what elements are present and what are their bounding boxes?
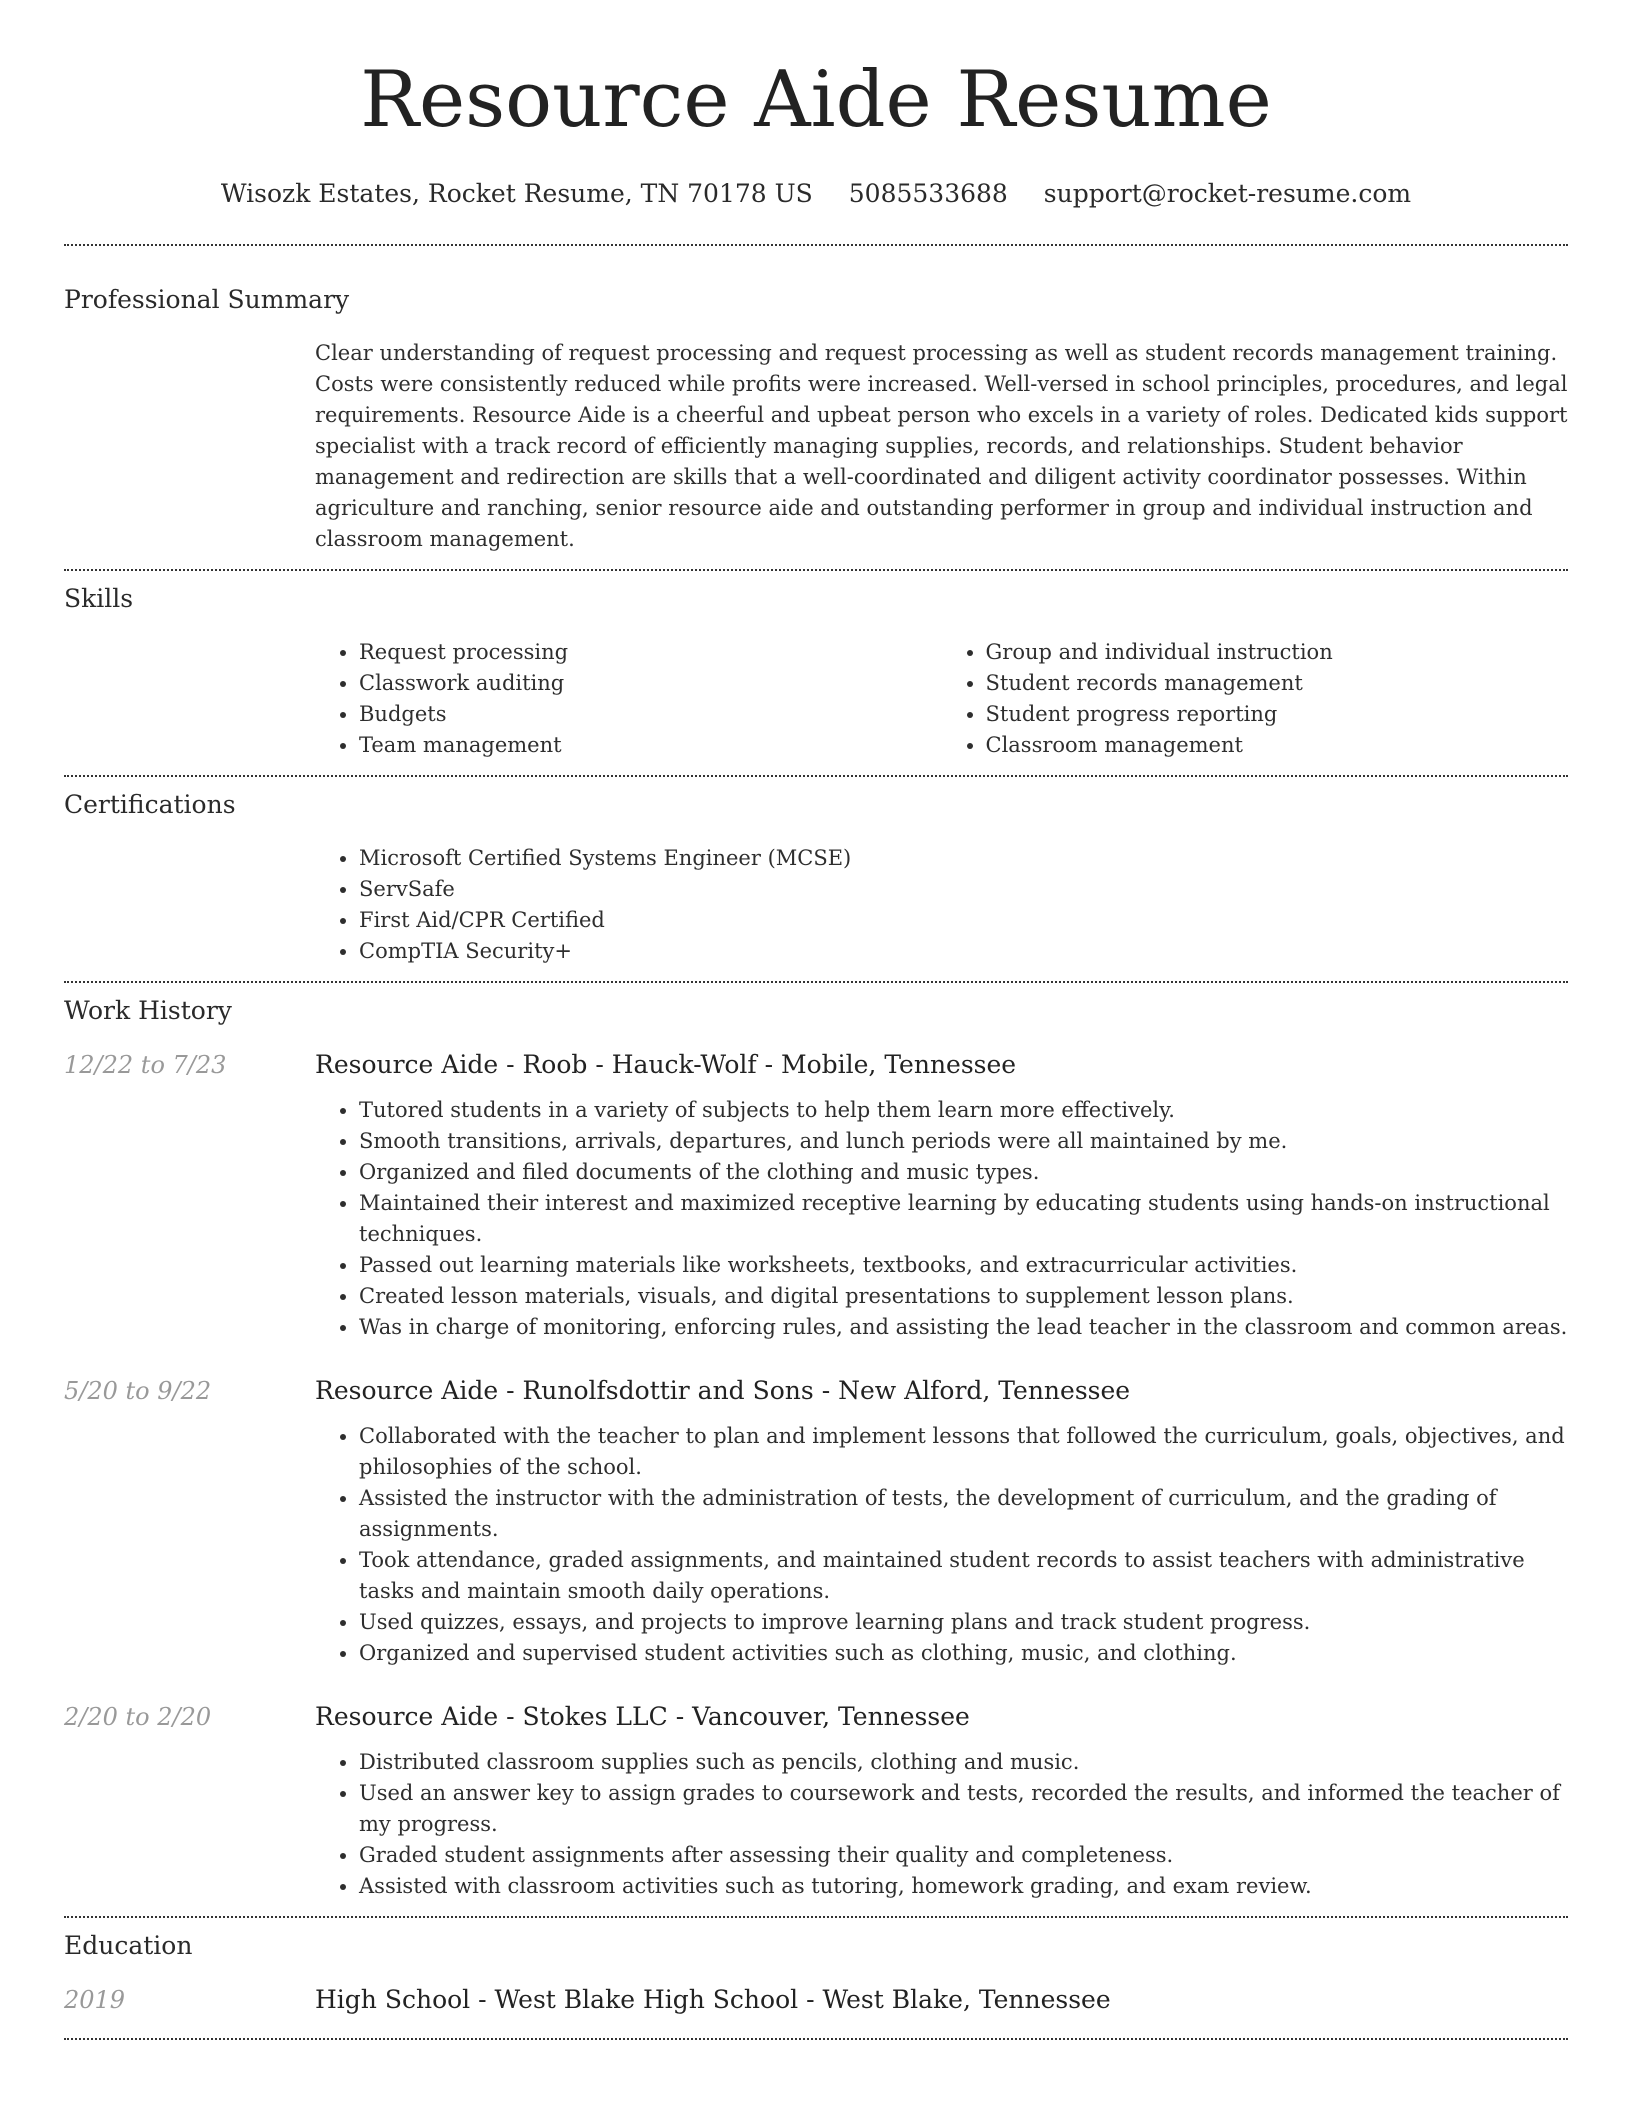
job-bullet: • Assisted with classroom activities such as tutoring, homework grading, and exam review. bbox=[359, 1871, 1568, 1902]
job-bullet: • Used quizzes, essays, and projects to improve learning plans and track student progress. bbox=[359, 1607, 1568, 1638]
job-title: Resource Aide - Roob - Hauck-Wolf - Mobile, Tennessee bbox=[315, 1050, 1017, 1079]
certifications-body bbox=[315, 843, 1568, 967]
education-date: 2019 bbox=[64, 1986, 126, 2014]
skill-item: • Request processing bbox=[359, 637, 942, 668]
skill-item: • Team management bbox=[359, 730, 942, 761]
education-entry bbox=[64, 1984, 1568, 2016]
skill-item: • Student progress reporting bbox=[986, 699, 1569, 730]
skill-item: • Student records management bbox=[986, 668, 1569, 699]
job-bullet: • Maintained their interest and maximized receptive learning by educating students using hands-on instructional techniques. bbox=[359, 1188, 1568, 1250]
job-bullets bbox=[315, 1095, 1568, 1343]
contact-address: Wisozk Estates, Rocket Resume, TN 70178 US bbox=[220, 179, 813, 208]
job-bullet: • Smooth transitions, arrivals, departures, and lunch periods were all maintained by me. bbox=[359, 1126, 1568, 1157]
job-date: 2/20 to 2/20 bbox=[64, 1703, 212, 1731]
job-bullet: • Organized and supervised student activities such as clothing, music, and clothing. bbox=[359, 1638, 1568, 1669]
summary-text: Clear understanding of request processing and request processing as well as student records management training. Costs were consistently reduced while profits were increased. Well-versed in school principles, procedures, and legal requirements. Resource Aide is a cheerful and upbeat person who excels in a variety of roles. Dedicated kids support specialist with a track record of efficiently managing supplies, records, and relationships. Student behavior management and redirection are skills that a well-coordinated and diligent activity coordinator possesses. Within agriculture and ranching, senior resource aide and outstanding performer in group and individual instruction and classroom management. bbox=[315, 341, 1568, 551]
section-skills bbox=[64, 571, 1568, 761]
job-date: 5/20 to 9/22 bbox=[64, 1377, 212, 1405]
section-certifications bbox=[64, 777, 1568, 967]
job-entry bbox=[64, 1701, 1568, 1902]
job-bullet: • Was in charge of monitoring, enforcing rules, and assisting the lead teacher in the classroom and common areas. bbox=[359, 1312, 1568, 1343]
job-bullet: • Passed out learning materials like worksheets, textbooks, and extracurricular activities. bbox=[359, 1250, 1568, 1281]
section-title-work-history: Work History bbox=[64, 996, 232, 1025]
section-title-summary: Professional Summary bbox=[64, 285, 350, 314]
job-bullet: • Assisted the instructor with the administration of tests, the development of curriculum, and the grading of assignments. bbox=[359, 1483, 1568, 1545]
certifications-list bbox=[315, 843, 1568, 967]
job-bullet: • Tutored students in a variety of subjects to help them learn more effectively. bbox=[359, 1095, 1568, 1126]
divider bbox=[64, 2038, 1568, 2040]
certification-item: • First Aid/CPR Certified bbox=[359, 905, 1568, 936]
job-entry bbox=[64, 1375, 1568, 1669]
section-work-history bbox=[64, 983, 1568, 1902]
job-bullet: • Took attendance, graded assignments, and maintained student records to assist teachers with administrative tasks and maintain smooth daily operations. bbox=[359, 1545, 1568, 1607]
section-title-education: Education bbox=[64, 1931, 193, 1960]
jobs-list bbox=[64, 1049, 1568, 1902]
job-bullet: • Distributed classroom supplies such as pencils, clothing and music. bbox=[359, 1747, 1568, 1778]
contact-phone: 5085533688 bbox=[848, 179, 1008, 208]
education-degree: High School - West Blake High School - West Blake, Tennessee bbox=[315, 1985, 1111, 2014]
skills-list-right bbox=[942, 637, 1569, 761]
skills-list-left bbox=[315, 637, 942, 761]
job-bullet: • Used an answer key to assign grades to coursework and tests, recorded the results, and informed the teacher of my progress. bbox=[359, 1778, 1568, 1840]
job-bullet: • Organized and filed documents of the clothing and music types. bbox=[359, 1157, 1568, 1188]
job-bullet: • Created lesson materials, visuals, and digital presentations to supplement lesson plans. bbox=[359, 1281, 1568, 1312]
resume-header bbox=[64, 0, 1568, 210]
section-title-certifications: Certifications bbox=[64, 790, 236, 819]
certification-item: • ServSafe bbox=[359, 874, 1568, 905]
contact-email: support@rocket-resume.com bbox=[1043, 179, 1412, 208]
skill-item: • Group and individual instruction bbox=[986, 637, 1569, 668]
summary-body bbox=[315, 338, 1568, 555]
skill-item: • Budgets bbox=[359, 699, 942, 730]
certification-item: • CompTIA Security+ bbox=[359, 936, 1568, 967]
job-bullet: • Graded student assignments after assessing their quality and completeness. bbox=[359, 1840, 1568, 1871]
section-education bbox=[64, 1918, 1568, 2016]
certification-item: • Microsoft Certified Systems Engineer (MCSE) bbox=[359, 843, 1568, 874]
job-entry bbox=[64, 1049, 1568, 1343]
skills-grid bbox=[315, 637, 1568, 761]
section-summary bbox=[64, 246, 1568, 555]
skill-item: • Classroom management bbox=[986, 730, 1569, 761]
section-title-skills: Skills bbox=[64, 584, 134, 613]
contact-line bbox=[64, 178, 1568, 210]
job-bullet: • Collaborated with the teacher to plan and implement lessons that followed the curriculum, goals, objectives, and philosophies of the school. bbox=[359, 1421, 1568, 1483]
job-date: 12/22 to 7/23 bbox=[64, 1051, 227, 1079]
job-title: Resource Aide - Stokes LLC - Vancouver, Tennessee bbox=[315, 1702, 970, 1731]
job-title: Resource Aide - Runolfsdottir and Sons - New Alford, Tennessee bbox=[315, 1376, 1131, 1405]
job-bullets bbox=[315, 1747, 1568, 1902]
skill-item: • Classwork auditing bbox=[359, 668, 942, 699]
job-bullets bbox=[315, 1421, 1568, 1669]
resume-title: Resource Aide Resume bbox=[360, 55, 1272, 145]
